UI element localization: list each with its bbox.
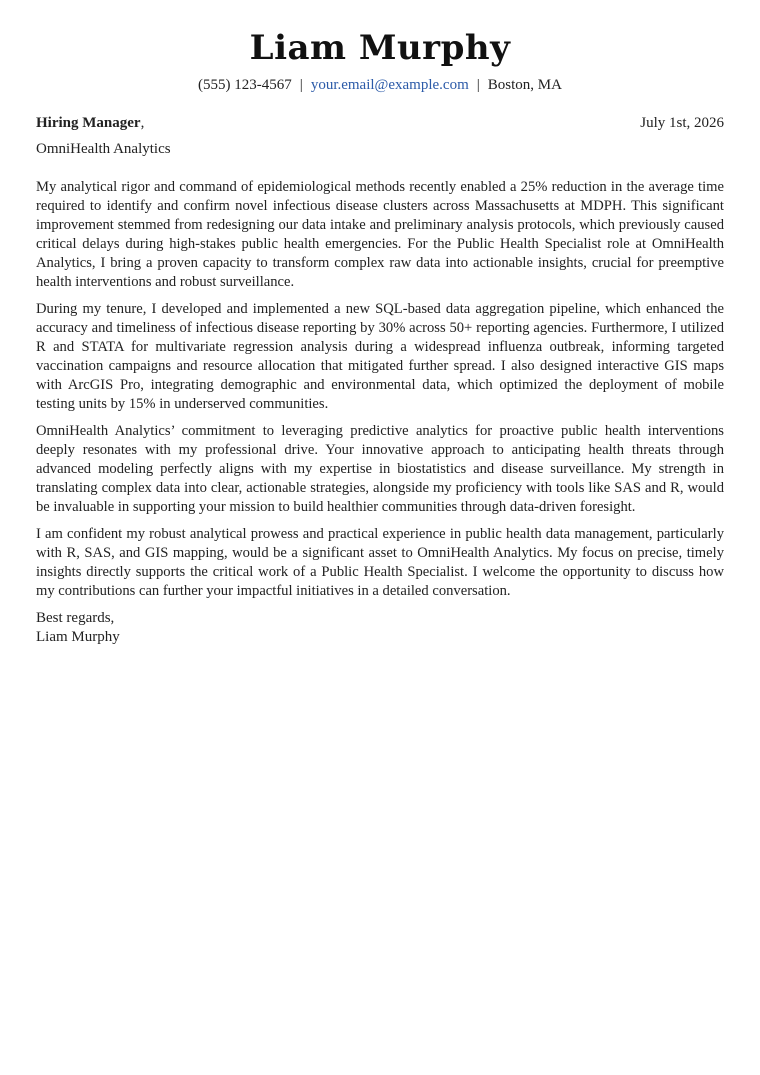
recipient-company: OmniHealth Analytics [36, 141, 171, 157]
phone-number: (555) 123-4567 [198, 77, 292, 93]
body-paragraph: During my tenure, I developed and implemented a new SQL-based data aggregation pipeline, which enhanced the accuracy and timeliness of infectious disease reporting by 30% across 50+ reporting agencies. Furthermore, I utilized R and STATA for multivariate regression analysis during a widespread influenza outbreak, informing targeted vaccination campaigns and resource allocation that mitigated further spread. I also designed interactive GIS maps with ArcGIS Pro, integrating demographic and environmental data, which optimized the deployment of mobile testing units by 15% in underserved communities. [36, 301, 724, 412]
letter-header [36, 28, 724, 94]
letter-date: July 1st, 2026 [640, 115, 724, 131]
letter-body [36, 178, 724, 601]
letter-closing [36, 609, 724, 647]
location: Boston, MA [487, 77, 562, 93]
applicant-name: Liam Murphy [249, 28, 511, 68]
contact-separator: | [476, 77, 480, 93]
body-paragraph: OmniHealth Analytics’ commitment to leveraging predictive analytics for proactive public health interventions deeply resonates with my professional drive. Your innovative approach to anticipating health threats through advanced modeling perfectly aligns with my expertise in biostatistics and disease surveillance. My strength in translating complex data into clear, actionable strategies, alongside my proficiency with tools like SAS and R, would be invaluable in supporting your mission to build healthier communities through data-driven foresight. [36, 423, 724, 515]
recipient-name: Hiring Manager [36, 115, 141, 131]
closing-signature: Liam Murphy [36, 629, 120, 645]
closing-salutation: Best regards, [36, 610, 115, 626]
email-link[interactable]: your.email@example.com [310, 77, 469, 93]
contact-separator: | [299, 77, 303, 93]
contact-line [36, 76, 724, 94]
recipient-name-suffix: , [140, 115, 145, 131]
recipient-row [36, 114, 724, 132]
body-paragraph: I am confident my robust analytical prowess and practical experience in public health data management, particularly with R, SAS, and GIS mapping, would be a significant asset to OmniHealth Analytics. My focus on precise, timely insights directly supports the critical work of a Public Health Specialist. I welcome the opportunity to discuss how my contributions can further your impactful initiatives in a detailed conversation. [36, 526, 724, 599]
body-paragraph: My analytical rigor and command of epidemiological methods recently enabled a 25% reduction in the average time required to identify and confirm novel infectious disease clusters across Massachusetts at MDPH. This significant improvement stemmed from redesigning our data intake and preliminary analysis protocols, which previously caused critical delays during high-stakes public health emergencies. For the Public Health Specialist role at OmniHealth Analytics, I bring a proven capacity to transform complex raw data into actionable insights, crucial for preemptive health interventions and robust surveillance. [36, 179, 724, 290]
recipient-block [36, 114, 144, 132]
